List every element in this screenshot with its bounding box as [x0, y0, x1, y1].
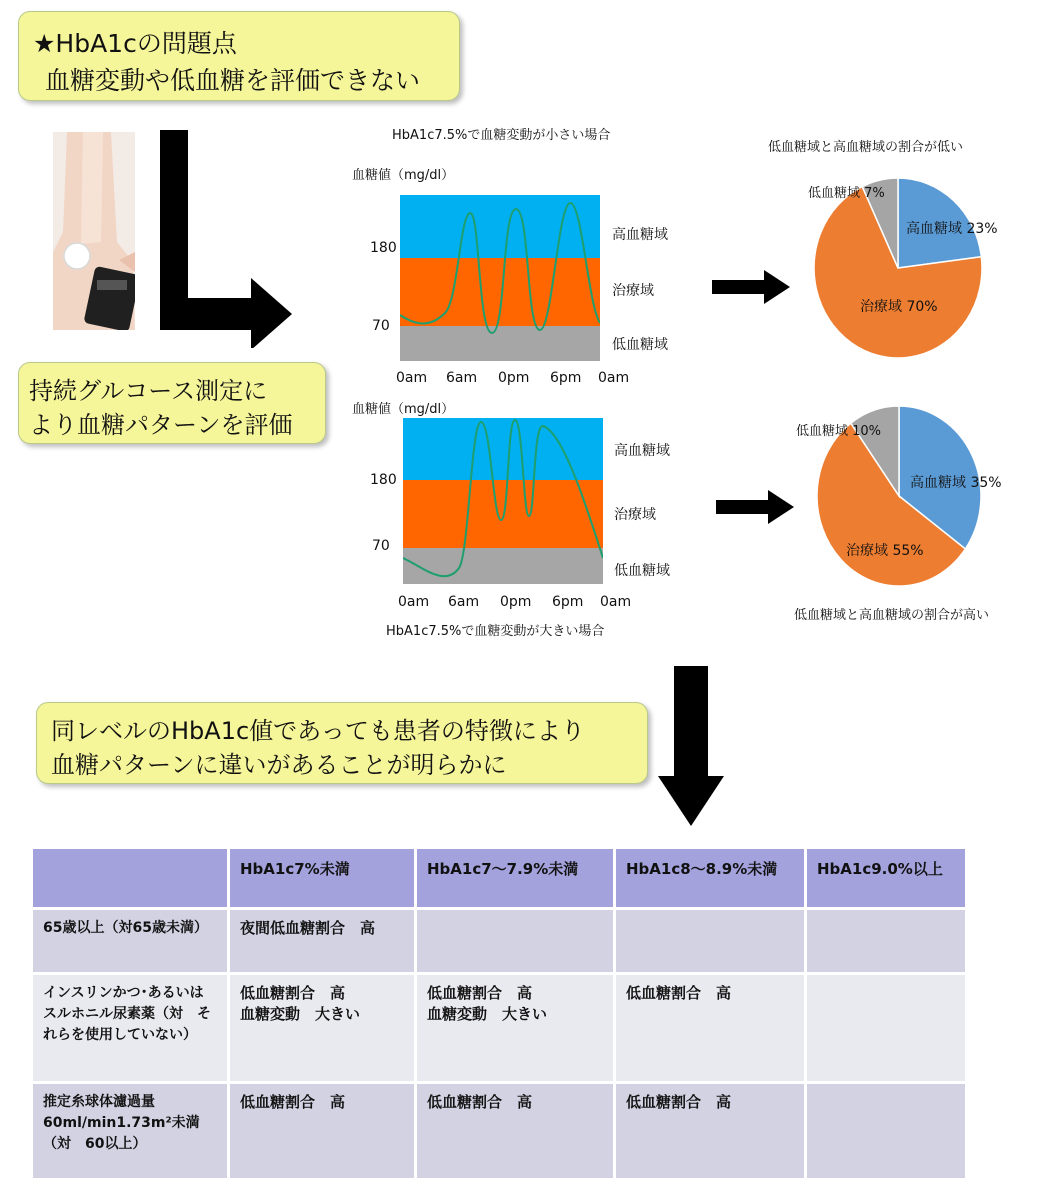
pie1-label-high: 高血糖域 23% — [906, 221, 998, 237]
chart1-ylabel: 血糖値（mg/dl） — [352, 168, 455, 183]
arrow-to-pie2 — [716, 490, 796, 524]
chart2-xtick-1: 6am — [448, 594, 480, 610]
conclusion-callout — [36, 702, 648, 784]
chart2-low-zone — [403, 548, 603, 584]
table-cell: 低血糖割合 高 — [417, 1084, 613, 1178]
chart1-high-zone — [400, 195, 600, 258]
chart1-ytick-180: 180 — [370, 240, 397, 256]
problem-callout-line2: 血糖変動や低血糖を評価できない — [45, 66, 421, 95]
hba1c-summary-table — [30, 846, 968, 1181]
chart2-xtick-2: 0pm — [500, 594, 532, 610]
chart2-zone-high: 高血糖域 — [614, 443, 670, 459]
chart1-low-zone — [400, 326, 600, 361]
table-row-label: 推定糸球体濾過量60ml/min1.73m²未満（対 60以上） — [33, 1084, 227, 1178]
table-row-label: 65歳以上（対65歳未満） — [33, 910, 227, 972]
pie1-label-low: 低血糖域 7% — [808, 186, 885, 201]
cgm-callout — [18, 362, 326, 444]
table-cell: 低血糖割合 高 — [616, 975, 804, 1081]
chart1-xtick-3: 6pm — [550, 370, 582, 386]
chart2-ytick-70: 70 — [372, 538, 390, 554]
table-cell — [807, 910, 965, 972]
table-cell — [417, 910, 613, 972]
chart1-zone-high: 高血糖域 — [612, 227, 668, 243]
table-cell: 低血糖割合 高 血糖変動 大きい — [230, 975, 414, 1081]
table-row — [33, 910, 965, 972]
chart2-title: HbA1c7.5%で血糖変動が大きい場合 — [386, 624, 605, 639]
chart2-zone-low: 低血糖域 — [614, 563, 670, 579]
table-cell — [807, 975, 965, 1081]
chart1-zone-low: 低血糖域 — [612, 337, 668, 353]
chart2-zone-target: 治療域 — [614, 507, 656, 523]
cgm-callout-line2: より血糖パターンを評価 — [29, 411, 293, 439]
pie2-label-low: 低血糖域 10% — [796, 424, 882, 439]
table-header-ge9: HbA1c9.0%以上 — [807, 849, 965, 907]
table-header-7-7.9: HbA1c7～7.9%未満 — [417, 849, 613, 907]
table-row — [33, 1084, 965, 1178]
chart1-xtick-2: 0pm — [498, 370, 530, 386]
pie2-title: 低血糖域と高血糖域の割合が高い — [794, 608, 990, 623]
cgm-sensor-illustration — [53, 132, 135, 330]
chart1-ytick-70: 70 — [372, 318, 390, 334]
conclusion-line1: 同レベルのHbA1c値であっても患者の特徴により — [51, 717, 585, 745]
chart1-title: HbA1c7.5%で血糖変動が小さい場合 — [392, 128, 611, 143]
table-cell — [616, 910, 804, 972]
pie1-label-target: 治療域 70% — [860, 299, 938, 315]
problem-callout-line1: ★HbA1cの問題点 — [33, 29, 237, 58]
chart1-xtick-0: 0am — [396, 370, 428, 386]
arrow-to-pie1 — [712, 270, 792, 304]
conclusion-line2: 血糖パターンに違いがあることが明らかに — [51, 751, 507, 779]
table-header-lt7: HbA1c7%未満 — [230, 849, 414, 907]
table-header-corner — [33, 849, 227, 907]
chart1-plot — [400, 195, 600, 361]
pie2-label-high: 高血糖域 35% — [910, 475, 1002, 491]
table-cell: 夜間低血糖割合 高 — [230, 910, 414, 972]
problem-callout — [18, 11, 460, 101]
chart2-xtick-0: 0am — [398, 594, 430, 610]
table-cell: 低血糖割合 高 — [230, 1084, 414, 1178]
table-header-row — [33, 849, 965, 907]
table-cell: 低血糖割合 高 血糖変動 大きい — [417, 975, 613, 1081]
table-header-8-8.9: HbA1c8～8.9%未満 — [616, 849, 804, 907]
pie2-label-target: 治療域 55% — [846, 543, 924, 559]
chart2-ytick-180: 180 — [370, 472, 397, 488]
pie1 — [812, 176, 984, 362]
table-cell: 低血糖割合 高 — [616, 1084, 804, 1178]
chart2-xtick-3: 6pm — [552, 594, 584, 610]
chart2-plot — [403, 418, 603, 584]
chart1-xtick-1: 6am — [446, 370, 478, 386]
table-row-label: インスリンかつ･あるいはスルホニル尿素薬（対 それらを使用していない） — [33, 975, 227, 1081]
pie1-title: 低血糖域と高血糖域の割合が低い — [768, 140, 964, 155]
down-arrow — [656, 666, 726, 828]
chart2-ylabel: 血糖値（mg/dl） — [352, 402, 455, 417]
cgm-sensor-photo — [53, 132, 135, 330]
table-cell — [807, 1084, 965, 1178]
cgm-callout-line1: 持続グルコース測定に — [29, 377, 268, 405]
chart2-xtick-4: 0am — [600, 594, 632, 610]
chart1-zone-target: 治療域 — [612, 283, 654, 299]
table-row — [33, 975, 965, 1081]
chart1-xtick-4: 0am — [598, 370, 630, 386]
pie1-slices — [814, 178, 982, 358]
l-arrow — [156, 128, 296, 348]
